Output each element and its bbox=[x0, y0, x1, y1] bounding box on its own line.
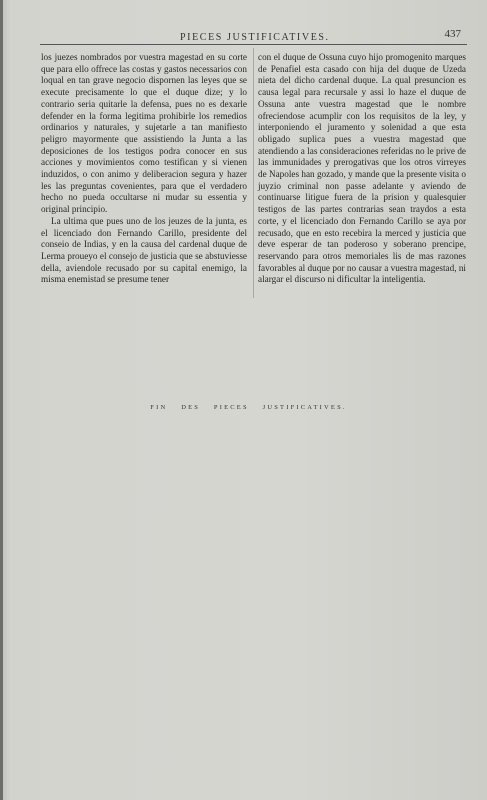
header-rule bbox=[40, 44, 467, 45]
left-column bbox=[41, 52, 247, 286]
running-head: PIECES JUSTIFICATIVES. bbox=[180, 32, 330, 43]
left-paragraph-1: los juezes nombrados por vuestra magestad en su corte que para ello offrece las costas y gastos necessarios con loqual en tan grave negocio dispornen las leyes que se execute precisamente lo que el duque dize; y lo contrario seria quitarle la defensa, pues no es dexarle defender en la forma legitima prohibirle los remedios ordinarios y naturales, y sujetarle a tan manifiesto peligro mayormente que assistiendo la Junta a las deposiciones de los testigos podra conocer en sus acciones y movimientos como testifican y si vienen induzidos, o con animo y deliberacion segura y hazer les las preguntas covenientes, para que el verdadero hecho no pueda occultarse ni mudar su essentia y original principio. bbox=[41, 52, 247, 215]
end-word-4: JUSTIFICATIVES. bbox=[262, 404, 347, 411]
end-word-2: DES bbox=[181, 404, 201, 411]
column-divider bbox=[253, 48, 254, 298]
page-number: 437 bbox=[444, 28, 461, 40]
left-paragraph-2: La ultima que pues uno de los jeuzes de la junta, es el licenciado don Fernando Carillo, presidente del conseio de Indias, y en la causa del cardenal duque de Lerma proueyo el consejo de justicia que se abstuviesse della, aviendole recusado por su capital enemigo, la misma enemistad se presume tener bbox=[41, 215, 247, 285]
right-paragraph-1: con el duque de Ossuna cuyo hijo promogenito marques de Penafiel esta casado con hija del duque de Uzeda nieta del dicho cardenal duque. La qual presuncion es causa legal para recursale y assi lo haze el duque de Ossuna ante vuestra magestad que le nombre ofreciendose acumplir con los requisitos de la ley, y interponiendo el juramento y solenidad a que esta obligado suplica pues a vuestra magestad que atendiendo a las consideraciones referidas no le prive de las immunidades y prerogativas que los otros virreyes de Napoles han gozado, y mande que la presente visita o juyzio criminal non passe adelante y aviendo de continuarse litigue fuera de la prision y qualesquier testigos de las partes contrarias sean traydos a esta corte, y el licenciado don Fernando Carillo se aya por recusado, que en esto recebira la merced y justicia que deve esperar de tan poderoso y soberano prencipe, reservando para otros memoriales lis de mas razones favorables al duque por no causar a vuestra magestad, ni alargar el discurso ni dificultar la inteligentia. bbox=[258, 52, 466, 285]
right-column bbox=[258, 52, 466, 286]
end-word-1: FIN bbox=[150, 404, 168, 411]
end-of-section-line bbox=[0, 404, 487, 411]
end-word-3: PIECES bbox=[213, 404, 249, 411]
book-spine-edge bbox=[0, 0, 3, 800]
